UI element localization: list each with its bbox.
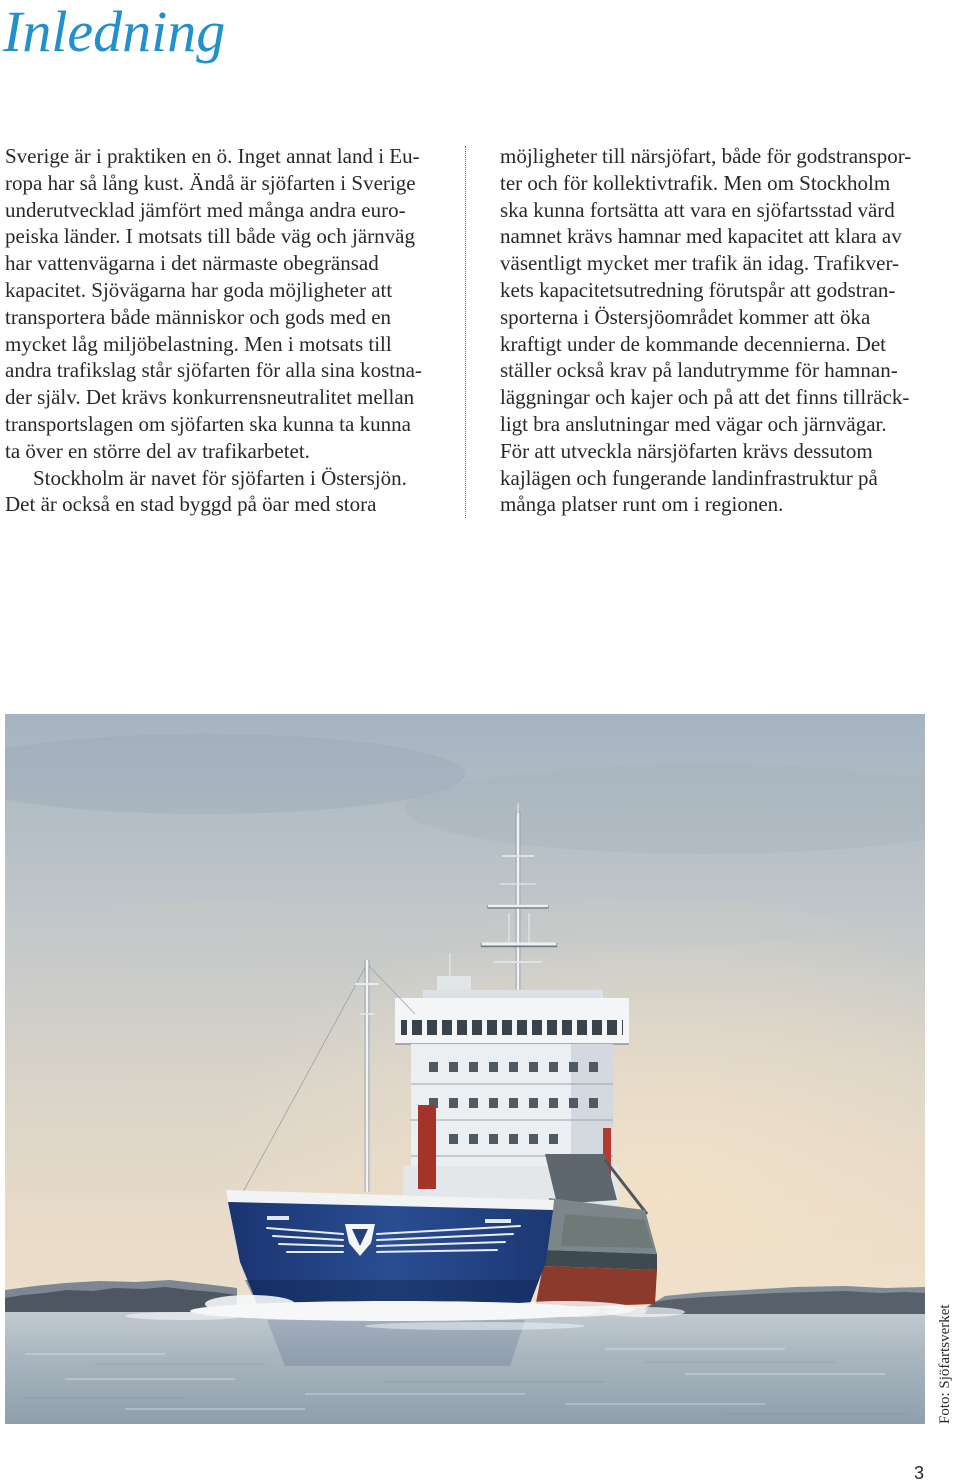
cabin-windows [425,1062,605,1072]
hull-name-marking [485,1219,511,1223]
body-line: ligt bra anslutningar med vägar och järnvägar. [500,411,887,436]
body-line: kapacitet. Sjövägarna har goda möjligheter att [5,277,393,302]
cloud [75,894,835,954]
body-line: ställer också krav på landutrymme för hamnan- [500,358,898,383]
ship-photo [5,714,925,1424]
body-line: ropa har så lång kust. Ändå är sjöfarten i Sverige [5,170,416,195]
body-line: kraftigt under de kommande decennierna. Det [500,331,887,356]
cabin-windows [445,1134,565,1144]
hull-name-marking [267,1216,289,1220]
wake-foam [605,1307,685,1317]
wake-foam [125,1312,245,1320]
body-line: För att utveckla närsjöfarten krävs dessutom [500,438,873,463]
body-line: har vattenvägarna i det närmaste obegränsad [5,251,379,276]
page-title: Inledning [3,0,226,64]
body-line: kets kapacitetsutredning förutspår att godstran- [500,277,896,302]
left-text-column [5,143,450,518]
page-number: 3 [914,1463,925,1483]
bow-hull [226,1190,554,1308]
body-line: peiska länder. I motsats till både väg och järnväg [5,224,415,249]
body-line: underutvecklad jämfört med många andra euro- [5,197,406,222]
body-line: läggningar och kajer och på att det finns tillräck- [500,385,910,410]
cabin-windows [425,1098,605,1108]
paragraph-start-line: Stockholm är navet för sjöfarten i Östersjön. [33,465,407,490]
body-line: sporterna i Östersjöområdet kommer att öka [500,304,871,329]
wake-foam [365,1322,585,1330]
body-line: möjligheter till närsjöfart, både för godstranspor- [500,144,912,168]
body-line: ta över en större del av trafikarbetet. [5,438,310,463]
body-line: Det är också en stad byggd på öar med stora [5,492,377,517]
body-line: andra trafikslag står sjöfarten för alla sina kostna- [5,358,422,383]
body-line: transportslagen om sjöfarten ska kunna ta kunna [5,411,411,436]
body-line: der själv. Det krävs konkurrensneutralitet mellan [5,385,415,410]
body-line: ska kunna fortsätta att vara en sjöfartsstad värd [500,197,895,222]
body-line: transportera både människor och gods med en [5,304,392,329]
right-text-column [500,143,940,518]
body-line: kajlägen och fungerande landinfrastruktur på [500,465,878,490]
wake-foam [205,1295,295,1313]
photo-credit: Foto: Sjöfartsverket [937,1304,953,1424]
body-line: mycket låg miljöbelastning. Men i motsats till [5,331,392,356]
ship-photo-illustration [5,714,925,1424]
body-line: väsentligt mycket mer trafik än idag. Trafikver- [500,251,900,276]
body-line: namnet krävs hamnar med kapacitet att klara av [500,224,902,249]
hull-side [535,1198,657,1308]
bridge-windows [401,1020,623,1035]
body-line: många platser runt om i regionen. [500,492,784,517]
body-line: Sverige är i praktiken en ö. Inget annat land i Eu- [5,144,420,168]
red-post-left [418,1105,436,1189]
column-divider [465,146,466,518]
body-line: ter och för kollektivtrafik. Men om Stockholm [500,170,891,195]
